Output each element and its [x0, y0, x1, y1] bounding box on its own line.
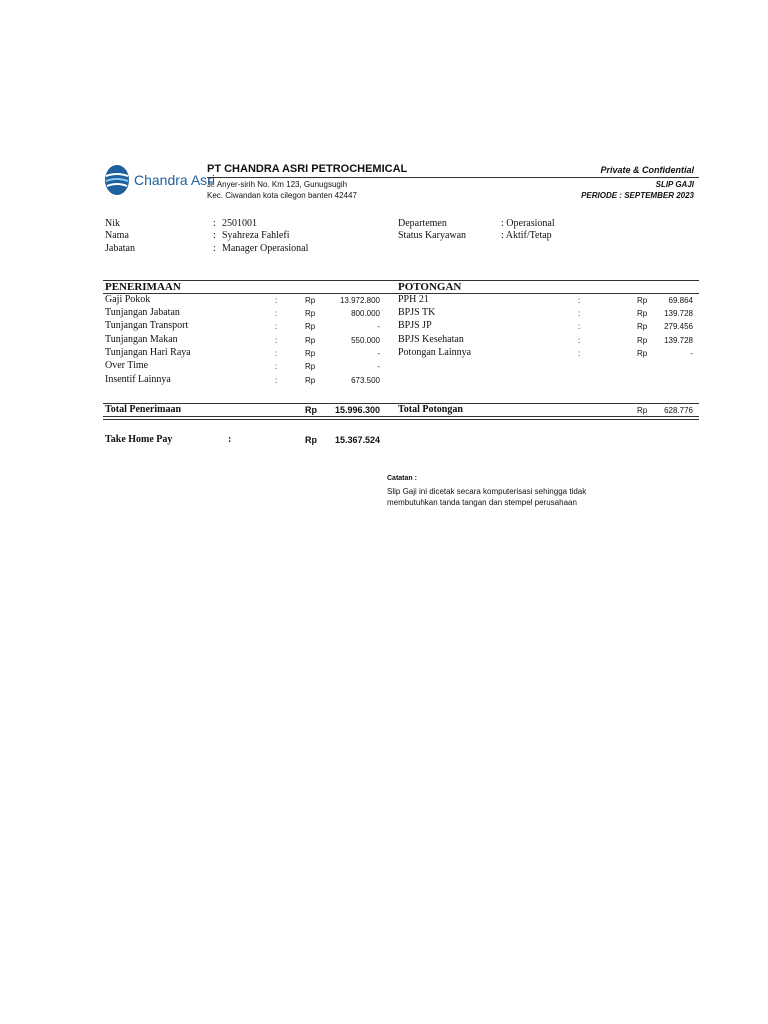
header-divider — [207, 177, 699, 178]
deductions-value: 139.728 — [664, 336, 693, 345]
deductions-currency: Rp — [637, 309, 648, 318]
earnings-label: Tunjangan Jabatan — [105, 307, 180, 318]
note-line-2: membutuhkan tanda tangan dan stempel perusahaan — [387, 498, 577, 507]
deductions-currency: Rp — [637, 349, 648, 358]
total-deductions-value: 628.776 — [664, 406, 693, 415]
earnings-colon: : — [275, 296, 278, 305]
deductions-colon: : — [578, 309, 581, 318]
earnings-colon: : — [275, 309, 278, 318]
deductions-label: Potongan Lainnya — [398, 347, 472, 358]
note-title: Catatan : — [387, 475, 417, 482]
earnings-colon: : — [275, 362, 278, 371]
earnings-value: 673.500 — [351, 376, 380, 385]
deductions-label: BPJS TK — [398, 307, 436, 318]
earnings-label: Tunjangan Hari Raya — [105, 347, 191, 358]
deductions-value: 69.864 — [668, 296, 693, 305]
earnings-currency: Rp — [305, 349, 316, 358]
departemen-label: Departemen — [398, 218, 447, 229]
earnings-currency: Rp — [305, 376, 316, 385]
earnings-label: Over Time — [105, 360, 149, 371]
earnings-value: 800.000 — [351, 309, 380, 318]
totals-bottom-divider-2 — [103, 419, 699, 420]
deductions-value: - — [690, 349, 693, 358]
deductions-currency: Rp — [637, 296, 648, 305]
deductions-currency: Rp — [637, 336, 648, 345]
nama-label: Nama — [105, 230, 129, 241]
deductions-value: 139.728 — [664, 309, 693, 318]
departemen-value: : Operasional — [501, 218, 555, 229]
earnings-currency: Rp — [305, 296, 316, 305]
status-label: Status Karyawan — [398, 230, 467, 241]
earnings-currency: Rp — [305, 322, 316, 331]
earnings-colon: : — [275, 322, 278, 331]
take-home-value: 15.367.524 — [334, 435, 380, 445]
earnings-value: 550.000 — [351, 336, 380, 345]
logo-text: Chandra Asri — [134, 172, 215, 188]
company-address-2: Kec. Ciwandan kota cilegon banten 42447 — [207, 191, 357, 200]
deductions-label: PPH 21 — [398, 294, 429, 305]
jabatan-label: Jabatan — [105, 243, 135, 254]
deductions-label: BPJS Kesehatan — [398, 334, 464, 345]
deductions-colon: : — [578, 336, 581, 345]
earnings-label: Tunjangan Makan — [105, 334, 178, 345]
earnings-label: Insentif Lainnya — [105, 374, 171, 385]
deductions-label: BPJS JP — [398, 320, 432, 331]
total-earnings-label: Total Penerimaan — [105, 404, 182, 415]
deductions-heading: POTONGAN — [398, 281, 462, 293]
earnings-label: Tunjangan Transport — [105, 320, 189, 331]
company-logo-icon — [104, 164, 130, 196]
earnings-colon: : — [275, 336, 278, 345]
period-label: PERIODE : SEPTEMBER 2023 — [581, 191, 694, 200]
earnings-currency: Rp — [305, 362, 316, 371]
earnings-currency: Rp — [305, 309, 316, 318]
take-home-colon: : — [228, 434, 232, 445]
status-value: : Aktif/Tetap — [501, 230, 552, 241]
totals-bottom-divider-1 — [103, 416, 699, 417]
deductions-colon: : — [578, 322, 581, 331]
deductions-currency: Rp — [637, 322, 648, 331]
deductions-colon: : — [578, 349, 581, 358]
total-earnings-currency: Rp — [305, 405, 317, 415]
earnings-value: - — [377, 362, 380, 371]
slip-title: SLIP GAJI — [655, 180, 694, 189]
total-earnings-value: 15.996.300 — [334, 405, 380, 415]
earnings-colon: : — [275, 349, 278, 358]
total-deductions-label: Total Potongan — [398, 404, 463, 415]
note-line-1: Slip Gaji ini dicetak secara komputerisasi sehingga tidak — [387, 487, 587, 496]
earnings-label: Gaji Pokok — [105, 294, 151, 305]
company-address-1: Jl. Anyer-sirih No. Km 123, Gunugsugih — [207, 180, 348, 189]
earnings-value: - — [377, 349, 380, 358]
deductions-value: 279.456 — [664, 322, 693, 331]
company-name: PT CHANDRA ASRI PETROCHEMICAL — [207, 163, 408, 175]
deductions-colon: : — [578, 296, 581, 305]
take-home-label: Take Home Pay — [105, 434, 173, 445]
nik-label: Nik — [105, 218, 120, 229]
nik-colon: : — [213, 218, 216, 229]
jabatan-value: Manager Operasional — [222, 243, 309, 254]
earnings-colon: : — [275, 376, 278, 385]
earnings-currency: Rp — [305, 336, 316, 345]
earnings-value: - — [377, 322, 380, 331]
nama-colon: : — [213, 230, 216, 241]
total-deductions-currency: Rp — [637, 406, 648, 415]
nama-value: Syahreza Fahlefi — [222, 230, 290, 241]
jabatan-colon: : — [213, 243, 216, 254]
confidential-label: Private & Confidential — [600, 165, 694, 175]
earnings-value: 13.972.800 — [339, 296, 380, 305]
take-home-currency: Rp — [305, 435, 317, 445]
earnings-heading: PENERIMAAN — [105, 281, 181, 293]
nik-value: 2501001 — [222, 218, 257, 229]
